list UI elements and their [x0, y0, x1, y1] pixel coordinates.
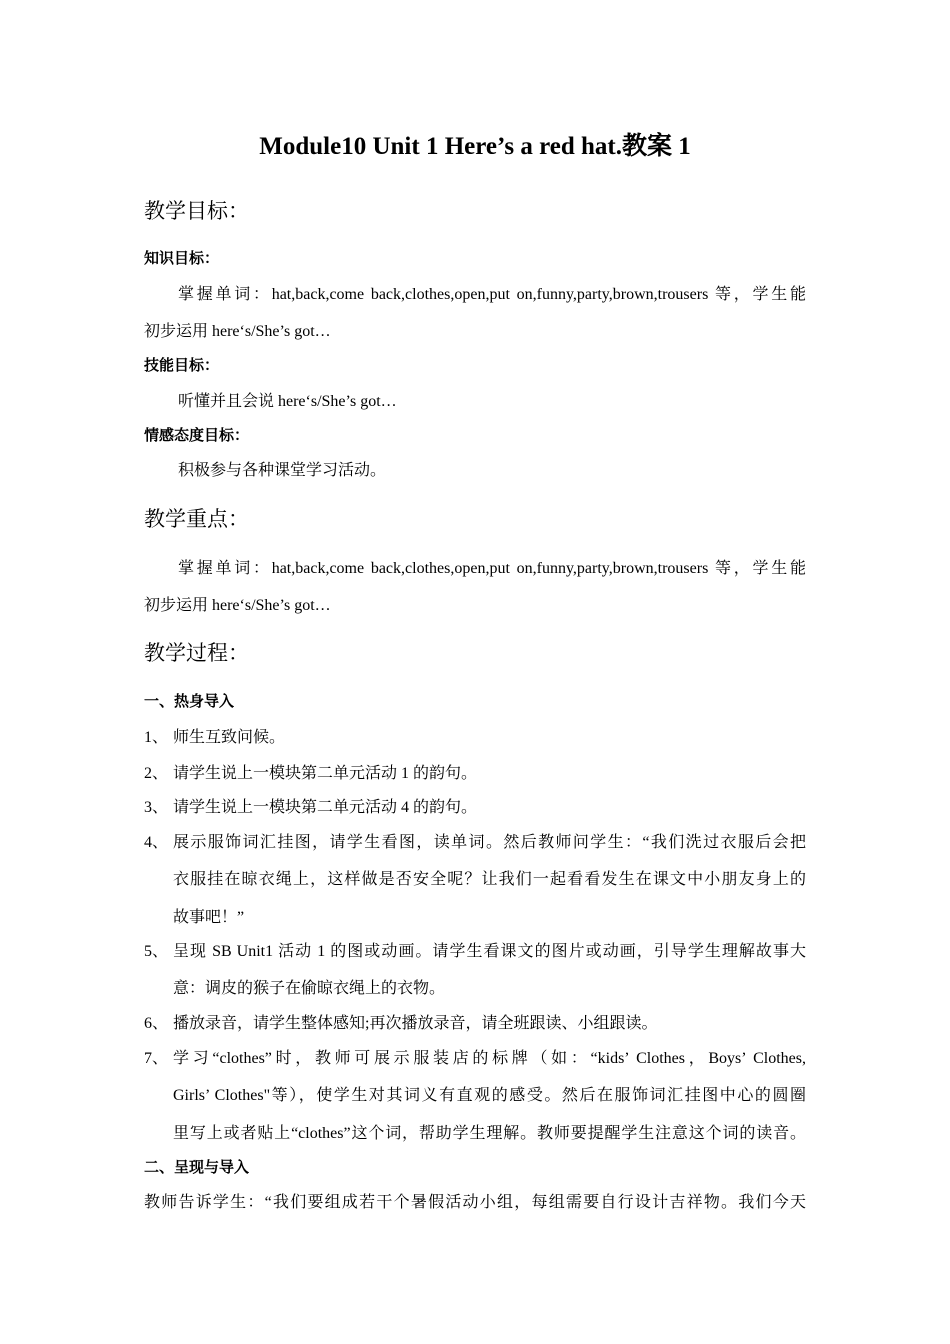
list-item: 呈现 SB Unit1 活动 1 的图或动画。请学生看课文的图片或动画，引导学生理解故事大: [173, 943, 806, 960]
list-item: 请学生说上一模块第二单元活动 4 的韵句。: [173, 799, 478, 816]
list-item-number: 6、: [144, 1015, 169, 1032]
process-heading: 教学过程：: [144, 641, 249, 665]
attitude-objective-label: 情感态度目标：: [144, 426, 250, 444]
skill-objective-text: 听懂并且会说 here‘s/She’s got…: [178, 393, 397, 410]
list-item-continuation: 里写上或者贴上“clothes”这个词，帮助学生理解。教师要提醒学生注意这个词的读音。: [173, 1125, 806, 1142]
list-item-continuation: 衣服挂在晾衣绳上，这样做是否安全呢？让我们一起看看发生在课文中小朋友身上的: [173, 871, 806, 888]
list-item: 播放录音，请学生整体感知;再次播放录音，请全班跟读、小组跟读。: [173, 1015, 658, 1032]
list-item-number: 1、: [144, 729, 169, 746]
list-item-continuation: 故事吧！”: [173, 909, 245, 926]
list-item: 请学生说上一模块第二单元活动 1 的韵句。: [173, 765, 478, 782]
section2-label: 二、呈现与导入: [144, 1158, 250, 1176]
list-item: 学习“clothes”时，教师可展示服装店的标牌（如：“kids’ Clothes，Boys’ Clothes,: [173, 1050, 806, 1067]
knowledge-objective-label: 知识目标：: [144, 249, 220, 267]
keypoints-line2: 初步运用 here‘s/She’s got…: [144, 597, 331, 614]
list-item: 展示服饰词汇挂图，请学生看图，读单词。然后教师问学生：“我们洗过衣服后会把: [173, 834, 806, 851]
attitude-objective-text: 积极参与各种课堂学习活动。: [178, 462, 387, 479]
list-item: 师生互致问候。: [173, 729, 286, 746]
list-item-number: 7、: [144, 1050, 169, 1067]
objectives-heading: 教学目标：: [144, 199, 249, 223]
knowledge-objective-line2: 初步运用 here‘s/She’s got…: [144, 323, 331, 340]
section1-label: 一、热身导入: [144, 692, 235, 710]
knowledge-objective-line1: 掌握单词：hat,back,come back,clothes,open,put on,funny,party,brown,trousers 等，学生能: [178, 286, 806, 303]
list-item-continuation: 意：调皮的猴子在偷晾衣绳上的衣物。: [173, 980, 446, 997]
list-item-number: 4、: [144, 834, 169, 851]
skill-objective-label: 技能目标：: [144, 356, 220, 374]
document-title: Module10 Unit 1 Here’s a red hat.教案 1: [259, 133, 691, 160]
keypoints-line1: 掌握单词：hat,back,come back,clothes,open,put on,funny,party,brown,trousers 等，学生能: [178, 560, 806, 577]
list-item-number: 5、: [144, 943, 169, 960]
keypoints-heading: 教学重点：: [144, 507, 249, 531]
list-item-number: 3、: [144, 799, 169, 816]
list-item-continuation: Girls’ Clothes"等），使学生对其词义有直观的感受。然后在服饰词汇挂图中心的圆圈: [173, 1087, 806, 1104]
list-item-number: 2、: [144, 765, 169, 782]
section2-text: 教师告诉学生：“我们要组成若干个暑假活动小组，每组需要自行设计吉祥物。我们今天: [144, 1194, 806, 1211]
